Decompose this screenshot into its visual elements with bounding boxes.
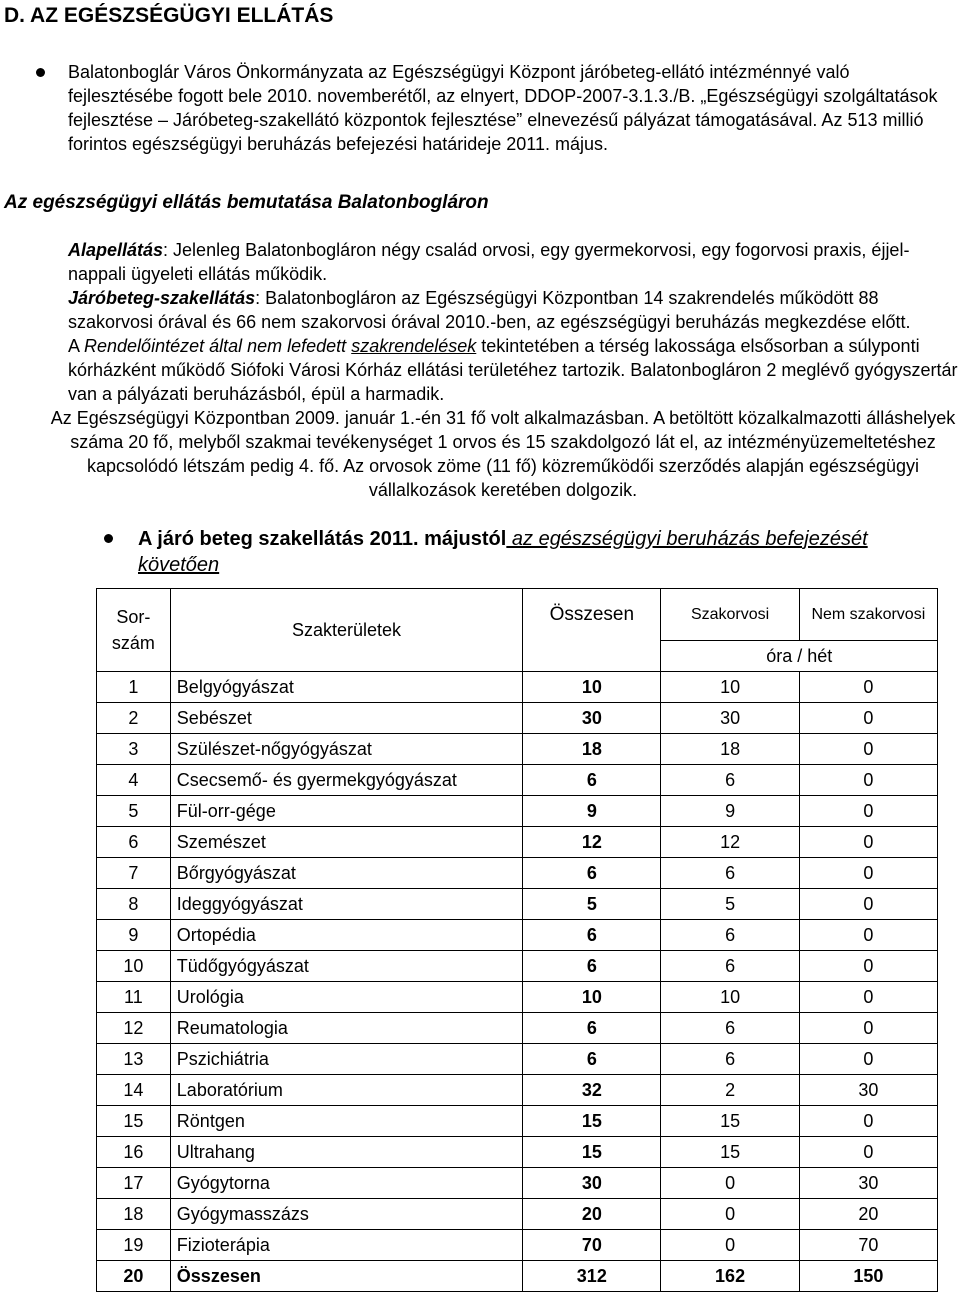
row-szakorvosi: 5 (661, 889, 799, 920)
text-italic: Rendelőintézet által nem lefedett (84, 336, 347, 356)
row-total: 15 (523, 1137, 661, 1168)
text-italic-underline: szakrendelések (351, 336, 477, 356)
row-total: 6 (523, 920, 661, 951)
table-row (97, 734, 938, 765)
row-name: Urológia (170, 982, 522, 1013)
intro-text: Balatonboglár Város Önkormányzata az Egészségügyi Központ járóbeteg-ellátó intézménnyé való fejlesztésébe fogott bele 2010. novemberétől, az elnyert, DDOP-2007-3.1.3./B. „Egészségügyi szolgáltatások fejlesztése – Járóbeteg-szakellátó központok fejlesztése” elnevezésű pályázat támogatásával. Az 513 millió forintos egészségügyi beruházás befejezési határideje 2011. május. (68, 62, 938, 154)
header-szakteruletek: Szakterületek (170, 589, 522, 672)
row-number: 4 (97, 765, 171, 796)
table-row (97, 951, 938, 982)
row-number: 9 (97, 920, 171, 951)
row-szakorvosi: 162 (661, 1261, 799, 1292)
specialty-table (96, 588, 938, 1292)
schedule-bullet (0, 526, 960, 578)
table-row (97, 1044, 938, 1075)
text-jarobeteg: : Balatonbogláron az Egészségügyi Központban 14 szakrendelés működött 88 szakorvosi órával és 66 nem szakorvosi órával 2010.-ben, az egészségügyi beruházás megkezdése előtt. (68, 288, 911, 332)
row-name: Pszichiátria (170, 1044, 522, 1075)
header-osszesen: Összesen (523, 589, 661, 672)
row-szakorvosi: 0 (661, 1230, 799, 1261)
row-total: 10 (523, 672, 661, 703)
table-sum-row (97, 1261, 938, 1292)
schedule-bullet-text (138, 526, 938, 578)
header-nem-szakorvosi: Nem szakorvosi (799, 589, 937, 641)
row-nem-szakorvosi: 30 (799, 1075, 937, 1106)
table-row (97, 858, 938, 889)
table-row (97, 982, 938, 1013)
row-name: Bőrgyógyászat (170, 858, 522, 889)
row-total: 5 (523, 889, 661, 920)
row-number: 19 (97, 1230, 171, 1261)
row-nem-szakorvosi: 20 (799, 1199, 937, 1230)
row-number: 14 (97, 1075, 171, 1106)
row-name: Szemészet (170, 827, 522, 858)
row-nem-szakorvosi: 0 (799, 1106, 937, 1137)
row-name: Reumatologia (170, 1013, 522, 1044)
table-row (97, 1230, 938, 1261)
row-number: 7 (97, 858, 171, 889)
paragraphs (50, 238, 958, 502)
row-number: 11 (97, 982, 171, 1013)
row-name: Gyógytorna (170, 1168, 522, 1199)
table-row (97, 1013, 938, 1044)
row-name: Röntgen (170, 1106, 522, 1137)
row-number: 17 (97, 1168, 171, 1199)
row-total: 12 (523, 827, 661, 858)
row-szakorvosi: 6 (661, 1013, 799, 1044)
table-row (97, 796, 938, 827)
table-row (97, 1075, 938, 1106)
paragraph-alapellatas (68, 238, 958, 286)
bullet-icon (104, 534, 113, 543)
row-szakorvosi: 6 (661, 1044, 799, 1075)
row-szakorvosi: 2 (661, 1075, 799, 1106)
section-title: Az egészségügyi ellátás bemutatása Balatonbogláron (4, 192, 489, 213)
row-nem-szakorvosi: 0 (799, 889, 937, 920)
row-szakorvosi: 0 (661, 1199, 799, 1230)
row-total: 18 (523, 734, 661, 765)
row-nem-szakorvosi: 70 (799, 1230, 937, 1261)
row-nem-szakorvosi: 0 (799, 703, 937, 734)
row-nem-szakorvosi: 30 (799, 1168, 937, 1199)
row-number: 5 (97, 796, 171, 827)
paragraph-jarobeteg (68, 286, 958, 334)
table-body (97, 672, 938, 1292)
row-szakorvosi: 30 (661, 703, 799, 734)
row-szakorvosi: 10 (661, 982, 799, 1013)
row-total: 6 (523, 765, 661, 796)
row-nem-szakorvosi: 0 (799, 1013, 937, 1044)
row-szakorvosi: 6 (661, 858, 799, 889)
row-name: Ideggyógyászat (170, 889, 522, 920)
row-total: 15 (523, 1106, 661, 1137)
row-name: Ultrahang (170, 1137, 522, 1168)
row-nem-szakorvosi: 0 (799, 1137, 937, 1168)
row-total: 70 (523, 1230, 661, 1261)
row-nem-szakorvosi: 0 (799, 858, 937, 889)
row-name: Szülészet-nőgyógyászat (170, 734, 522, 765)
row-number: 10 (97, 951, 171, 982)
row-name: Sebészet (170, 703, 522, 734)
header-szakorvosi: Szakorvosi (661, 589, 799, 641)
row-szakorvosi: 6 (661, 951, 799, 982)
row-nem-szakorvosi: 0 (799, 672, 937, 703)
row-total: 6 (523, 858, 661, 889)
row-total: 6 (523, 1013, 661, 1044)
row-nem-szakorvosi: 0 (799, 827, 937, 858)
row-number: 1 (97, 672, 171, 703)
row-name: Összesen (170, 1261, 522, 1292)
text-a: A (68, 336, 85, 356)
row-total: 10 (523, 982, 661, 1013)
row-name: Fizioterápia (170, 1230, 522, 1261)
row-name: Ortopédia (170, 920, 522, 951)
row-nem-szakorvosi: 0 (799, 1044, 937, 1075)
table-row (97, 1137, 938, 1168)
table-row (97, 703, 938, 734)
table-row (97, 765, 938, 796)
row-number: 12 (97, 1013, 171, 1044)
row-total: 30 (523, 703, 661, 734)
row-nem-szakorvosi: 0 (799, 920, 937, 951)
row-total: 6 (523, 951, 661, 982)
row-name: Belgyógyászat (170, 672, 522, 703)
row-name: Gyógymasszázs (170, 1199, 522, 1230)
row-szakorvosi: 0 (661, 1168, 799, 1199)
row-nem-szakorvosi: 0 (799, 982, 937, 1013)
bullet-icon (36, 68, 45, 77)
row-nem-szakorvosi: 0 (799, 765, 937, 796)
row-szakorvosi: 15 (661, 1137, 799, 1168)
row-number: 8 (97, 889, 171, 920)
page-title: D. AZ EGÉSZSÉGÜGYI ELLÁTÁS (4, 4, 334, 27)
label-jarobeteg: Járóbeteg-szakellátás (68, 288, 256, 308)
table-row (97, 920, 938, 951)
row-number: 3 (97, 734, 171, 765)
row-total: 9 (523, 796, 661, 827)
row-number: 2 (97, 703, 171, 734)
row-name: Fül-orr-gége (170, 796, 522, 827)
row-szakorvosi: 12 (661, 827, 799, 858)
row-nem-szakorvosi: 0 (799, 734, 937, 765)
row-total: 6 (523, 1044, 661, 1075)
row-number: 16 (97, 1137, 171, 1168)
row-name: Laboratórium (170, 1075, 522, 1106)
row-total: 32 (523, 1075, 661, 1106)
table-row (97, 1168, 938, 1199)
row-szakorvosi: 6 (661, 920, 799, 951)
row-szakorvosi: 6 (661, 765, 799, 796)
row-total: 20 (523, 1199, 661, 1230)
header-sorszam: Sor- szám (97, 589, 171, 672)
row-number: 18 (97, 1199, 171, 1230)
row-szakorvosi: 18 (661, 734, 799, 765)
table-row (97, 889, 938, 920)
row-number: 20 (97, 1261, 171, 1292)
row-number: 13 (97, 1044, 171, 1075)
row-total: 312 (523, 1261, 661, 1292)
row-szakorvosi: 9 (661, 796, 799, 827)
paragraph-kozpont: Az Egészségügyi Központban 2009. január 1.-én 31 fő volt alkalmazásban. A betöltött közalkalmazotti álláshelyek száma 20 fő, melyből szakmai tevékenységet 1 orvos és 15 szakdolgozó lát el, az intézményüzemeltetéshez kapcsolódó létszám pedig 4. fő. Az orvosok zöme (11 fő) közreműködői szerződés alapján egészségügyi vállalkozások keretében dolgozik. (50, 408, 956, 500)
row-szakorvosi: 15 (661, 1106, 799, 1137)
paragraph-rendelointezet (68, 334, 958, 406)
schedule-italic: az egészségügyi beruházás befejezését követően (138, 528, 868, 576)
row-nem-szakorvosi: 150 (799, 1261, 937, 1292)
intro-bullet (0, 60, 960, 156)
text-alapellatas: : Jelenleg Balatonbogláron négy család orvosi, egy gyermekorvosi, egy fogorvosi praxis, éjjel-nappali ügyeleti ellátás működik. (68, 240, 910, 284)
row-name: Csecsemő- és gyermekgyógyászat (170, 765, 522, 796)
row-number: 15 (97, 1106, 171, 1137)
row-nem-szakorvosi: 0 (799, 951, 937, 982)
row-total: 30 (523, 1168, 661, 1199)
label-alapellatas: Alapellátás (68, 240, 164, 260)
table-row (97, 1106, 938, 1137)
row-name: Tüdőgyógyászat (170, 951, 522, 982)
row-number: 6 (97, 827, 171, 858)
row-nem-szakorvosi: 0 (799, 796, 937, 827)
table-row (97, 1199, 938, 1230)
table-row (97, 827, 938, 858)
row-szakorvosi: 10 (661, 672, 799, 703)
table-row (97, 672, 938, 703)
schedule-bold: A járó beteg szakellátás 2011. májustól (138, 528, 507, 550)
header-ora-het: óra / hét (661, 641, 938, 672)
text-rest: tekintetében a térség lakossága elsősorban a súlyponti kórházként működő Siófoki Városi Kórház ellátási területéhez tartozik. Balatonbogláron 2 meglévő gyógyszertár van a pályázati beruházásból, épül a harmadik. (68, 336, 958, 404)
